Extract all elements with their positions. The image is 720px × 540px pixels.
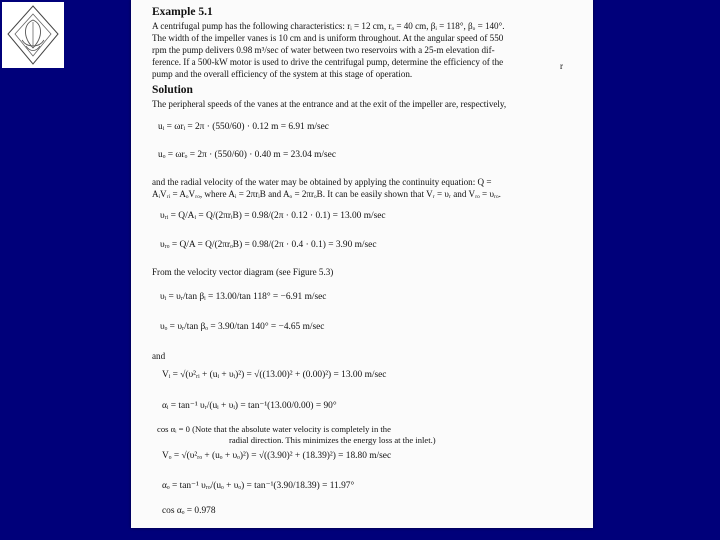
equation-vo: υₒ = υᵣ/tan βₒ = 3.90/tan 140° = −4.65 m/sec [160,322,325,332]
solution-heading: Solution [152,84,193,96]
equation-alpha-o: αₒ = tan⁻¹ υᵣₒ/(uₒ + υₒ) = tan⁻¹(3.90/18.39) = 11.97° [162,481,355,491]
problem-line-1: A centrifugal pump has the following characteristics: rᵢ = 12 cm, rₒ = 40 cm, βᵢ = 118°, βₒ = 140°. [152,21,505,31]
radial-text-1: and the radial velocity of the water may be obtained by applying the continuity equation: Q = [152,177,492,187]
velocity-diagram-text: From the velocity vector diagram (see Figure 5.3) [152,267,334,277]
equation-vri: υᵣᵢ = Q/Aᵢ = Q/(2πrᵢB) = 0.98/(2π · 0.12 · 0.1) = 13.00 m/sec [160,211,386,221]
problem-line-3: rpm the pump delivers 0.98 m³/sec of water between two reservoirs with a 25-m elevation dif- [152,45,495,55]
and-text: and [152,351,166,361]
cos-alpha-o: cos αₒ = 0.978 [162,506,216,516]
radial-text-2: AᵢVᵣᵢ = AₒVᵣₒ, where Aᵢ = 2πrᵢB and Aₒ = 2πrₒB. It can be easily shown that Vᵣ = υᵣ and Vᵣₒ = υᵣₒ. [152,189,501,199]
intro-text: The peripheral speeds of the vanes at the entrance and at the exit of the impeller are, respectively, [152,99,507,109]
example-title: Example 5.1 [152,6,213,18]
problem-line-2: The width of the impeller vanes is 10 cm and is uniform throughout. At the angular speed of 550 [152,33,504,43]
page-mark: r [560,61,563,71]
cos-alpha-i-note-1: cos αᵢ = 0 (Note that the absolute water velocity is completely in the [157,424,391,434]
university-logo [2,2,64,68]
equation-Vi: Vᵢ = √(υ²ᵣᵢ + (uᵢ + υᵢ)²) = √((13.00)² + (0.00)²) = 13.00 m/sec [162,370,387,380]
equation-vi: υᵢ = υᵣ/tan βᵢ = 13.00/tan 118° = −6.91 m/sec [160,292,327,302]
equation-vro: υᵣₒ = Q/A = Q/(2πrₒB) = 0.98/(2π · 0.4 · 0.1) = 3.90 m/sec [160,240,377,250]
problem-line-4: ference. If a 500-kW motor is used to drive the centrifugal pump, determine the efficiency of the [152,57,504,67]
equation-uo: uₒ = ωrₒ = 2π · (550/60) · 0.40 m = 23.04 m/sec [158,150,336,160]
equation-alpha-i: αᵢ = tan⁻¹ υᵣ/(uᵢ + υᵢ) = tan⁻¹(13.00/0.00) = 90° [162,401,337,411]
textbook-page [131,0,593,528]
cos-alpha-i-note-2: radial direction. This minimizes the energy loss at the inlet.) [229,435,436,445]
equation-Vo: Vₒ = √(υ²ᵣₒ + (uₒ + υₒ)²) = √((3.90)² + (18.39)²) = 18.80 m/sec [162,451,392,461]
problem-line-5: pump and the overall efficiency of the system at this stage of operation. [152,69,413,79]
equation-ui: uᵢ = ωrᵢ = 2π · (550/60) · 0.12 m = 6.91 m/sec [158,122,329,132]
